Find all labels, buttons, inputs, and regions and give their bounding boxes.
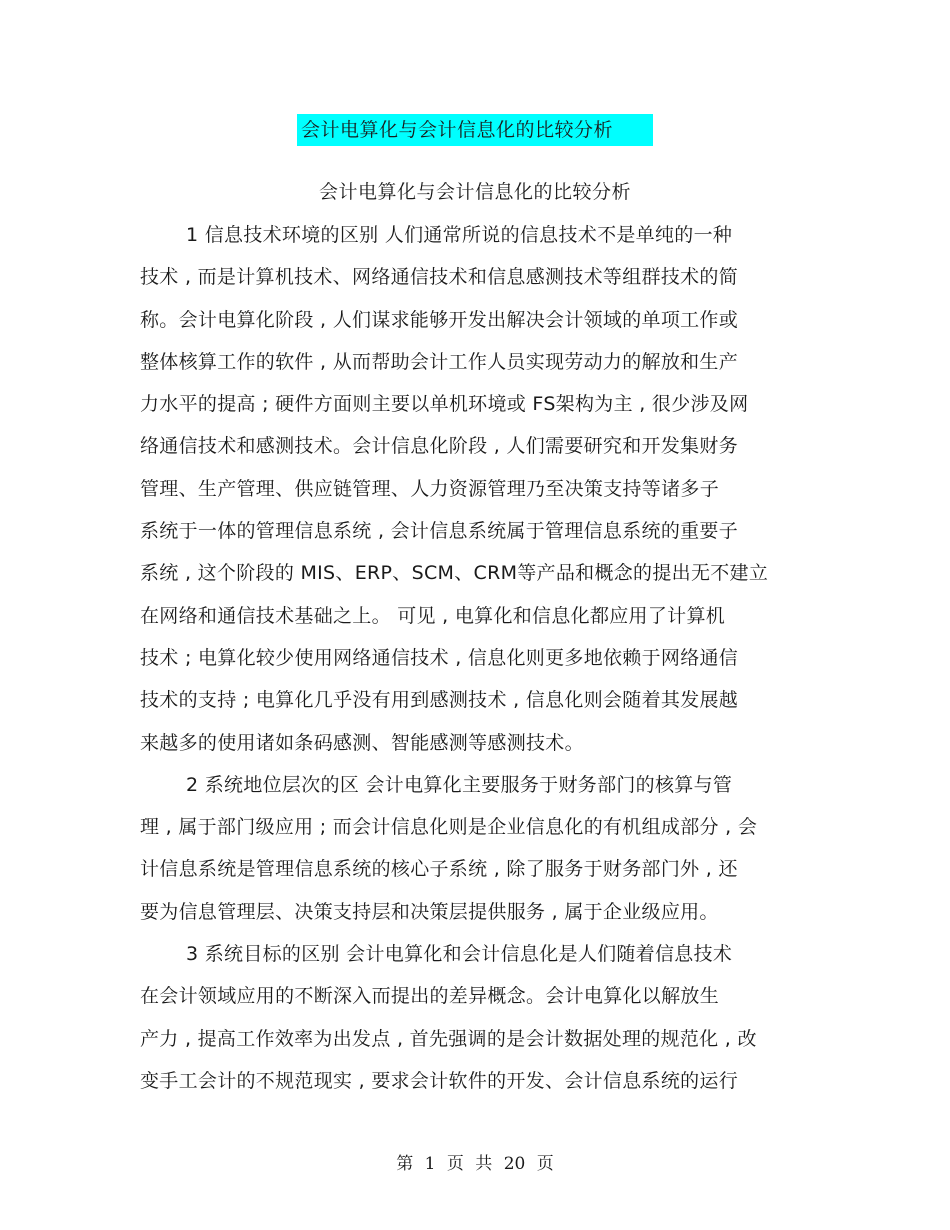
text-line: 技术 , 而是计算机技术、网络通信技术和信息感测技术等组群技术的简	[140, 266, 739, 289]
text-line: 3 系统目标的区别 会计电算化和会计信息化是人们随着信息技术	[186, 943, 733, 966]
text-line: 系统 , 这个阶段的 MIS、ERP、SCM、CRM等产品和概念的提出无不建立	[140, 562, 769, 585]
text-line: 络通信技术和感测技术。会计信息化阶段 , 人们需要研究和开发集财务	[140, 435, 739, 458]
text-line: 力水平的提高 ; 硬件方面则主要以单机环境或 FS架构为主 , 很少涉及网	[140, 393, 749, 416]
text-line: 产力 , 提高工作效率为出发点 , 首先强调的是会计数据处理的规范化 , 改	[140, 1027, 757, 1050]
text-line: 技术的支持 ; 电算化几乎没有用到感测技术 , 信息化则会随着其发展越	[140, 689, 739, 712]
text-line: 在网络和通信技术基础之上。 可见 , 电算化和信息化都应用了计算机	[140, 604, 726, 627]
text-line: 2 系统地位层次的区 会计电算化主要服务于财务部门的核算与管	[186, 773, 733, 796]
text-line: 整体核算工作的软件 , 从而帮助会计工作人员实现劳动力的解放和生产	[140, 350, 739, 373]
text-line: 计信息系统是管理信息系统的核心子系统 , 除了服务于财务部门外 , 还	[140, 858, 738, 881]
article-subtitle: 会计电算化与会计信息化的比较分析	[318, 181, 631, 203]
text-line: 系统于一体的管理信息系统 , 会计信息系统属于管理信息系统的重要子	[140, 520, 739, 543]
text-line: 变手工会计的不规范现实 , 要求会计软件的开发、会计信息系统的运行	[140, 1069, 739, 1092]
text-line: 技术 ; 电算化较少使用网络通信技术 , 信息化则更多地依赖于网络通信	[140, 646, 739, 669]
text-line: 来越多的使用诸如条码感测、智能感测等感测技术。	[140, 731, 584, 754]
text-line: 管理、生产管理、供应链管理、人力资源管理乃至决策支持等诸多子	[140, 477, 720, 500]
text-line: 理 , 属于部门级应用 ; 而会计信息化则是企业信息化的有机组成部分 , 会	[140, 816, 758, 839]
text-line: 1 信息技术环境的区别 人们通常所说的信息技术不是单纯的一种	[186, 224, 733, 246]
article-body	[140, 220, 810, 1108]
page-title: 会计电算化与会计信息化的比较分析	[297, 114, 653, 146]
text-line: 要为信息管理层、决策支持层和决策层提供服务 , 属于企业级应用。	[140, 900, 719, 923]
text-line: 在会计领域应用的不断深入而提出的差异概念。会计电算化以解放生	[140, 985, 720, 1008]
text-line: 称。会计电算化阶段 , 人们谋求能够开发出解决会计领域的单项工作或	[140, 308, 739, 331]
title-container	[0, 114, 950, 146]
page-number: 第 1 页 共 20 页	[396, 1154, 554, 1174]
